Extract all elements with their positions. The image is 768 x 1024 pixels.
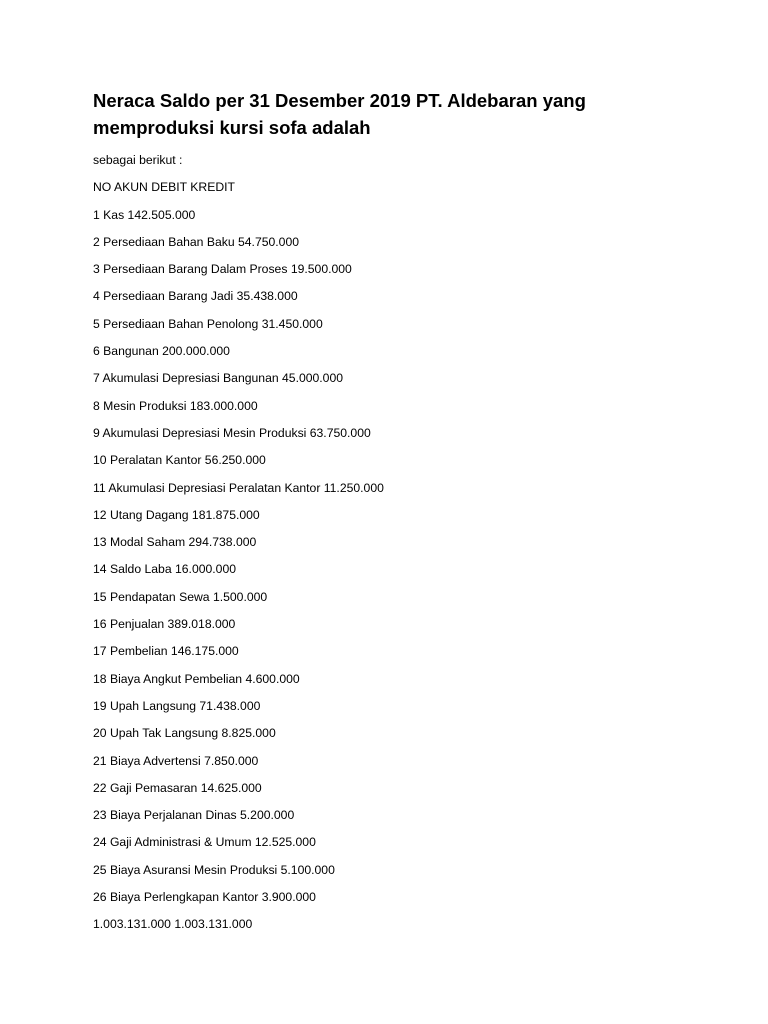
account-line: 15 Pendapatan Sewa 1.500.000: [93, 589, 268, 604]
account-line: 14 Saldo Laba 16.000.000: [93, 562, 236, 577]
column-header-line: NO AKUN DEBIT KREDIT: [93, 180, 235, 195]
account-line: 10 Peralatan Kantor 56.250.000: [93, 453, 266, 468]
account-line: 25 Biaya Asuransi Mesin Produksi 5.100.000: [93, 862, 335, 877]
account-line: 9 Akumulasi Depresiasi Mesin Produksi 63.750.000: [93, 425, 371, 440]
account-line: 16 Penjualan 389.018.000: [93, 617, 236, 632]
account-line: 7 Akumulasi Depresiasi Bangunan 45.000.000: [93, 371, 344, 386]
account-line: 13 Modal Saham 294.738.000: [93, 535, 257, 550]
intro-line: sebagai berikut :: [93, 153, 183, 167]
account-line: 6 Bangunan 200.000.000: [93, 344, 230, 359]
trial-balance-list: [93, 147, 384, 939]
account-line: 5 Persediaan Bahan Penolong 31.450.000: [93, 316, 323, 331]
account-line: 3 Persediaan Barang Dalam Proses 19.500.000: [93, 262, 352, 277]
account-line: 26 Biaya Perlengkapan Kantor 3.900.000: [93, 890, 316, 905]
account-line: 2 Persediaan Bahan Baku 54.750.000: [93, 234, 299, 249]
account-line: 17 Pembelian 146.175.000: [93, 644, 239, 659]
total-line: 1.003.131.000 1.003.131.000: [93, 917, 253, 932]
account-line: 8 Mesin Produksi 183.000.000: [93, 398, 258, 413]
account-line: 18 Biaya Angkut Pembelian 4.600.000: [93, 671, 300, 686]
account-line: 24 Gaji Administrasi & Umum 12.525.000: [93, 835, 316, 850]
account-line: 4 Persediaan Barang Jadi 35.438.000: [93, 289, 298, 304]
account-line: 22 Gaji Pemasaran 14.625.000: [93, 780, 262, 795]
account-line: 1 Kas 142.505.000: [93, 207, 196, 222]
account-line: 20 Upah Tak Langsung 8.825.000: [93, 726, 276, 741]
document-title: Neraca Saldo per 31 Desember 2019 PT. Aldebaran yang memproduksi kursi sofa adalah: [93, 90, 586, 138]
account-line: 12 Utang Dagang 181.875.000: [93, 507, 260, 522]
account-line: 21 Biaya Advertensi 7.850.000: [93, 753, 259, 768]
account-line: 11 Akumulasi Depresiasi Peralatan Kantor 11.250.000: [93, 480, 384, 495]
account-line: 19 Upah Langsung 71.438.000: [93, 698, 261, 713]
account-line: 23 Biaya Perjalanan Dinas 5.200.000: [93, 808, 295, 823]
